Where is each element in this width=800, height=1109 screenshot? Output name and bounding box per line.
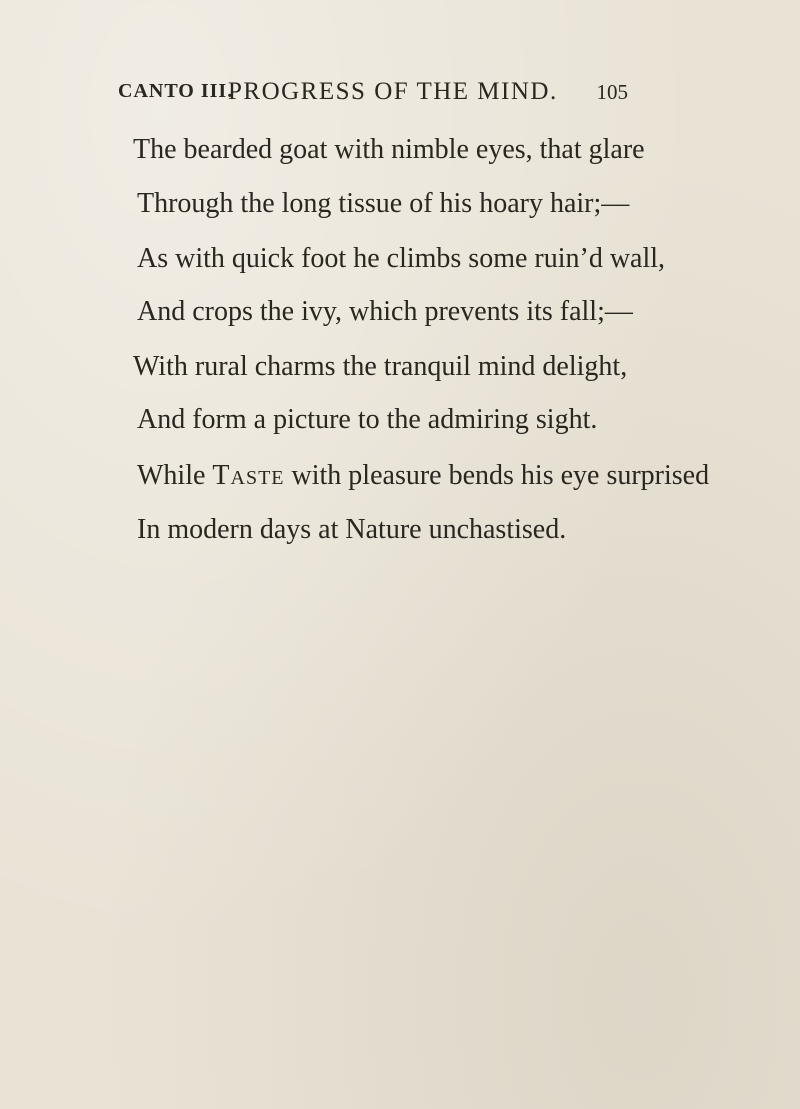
verse-line: In modern days at Nature unchastised. (137, 514, 567, 545)
verse-line: The bearded goat with nimble eyes, that glare (133, 134, 645, 165)
verse-line: And form a picture to the admiring sight. (137, 404, 598, 435)
verse-line: With rural charms the tranquil mind delight, (133, 351, 628, 382)
running-header (118, 78, 628, 112)
page-number: 105 (596, 80, 628, 104)
verse-line: Through the long tissue of his hoary hair;— (137, 188, 630, 219)
verse-line: As with quick foot he climbs some ruin’d wall, (137, 243, 666, 274)
verse-smallcaps-word: Taste (212, 460, 285, 491)
verse-line (137, 460, 709, 492)
verse-line-text: with pleasure bends his eye surprised (284, 460, 710, 491)
verse-line-text: While (137, 460, 213, 491)
verse-line: And crops the ivy, which prevents its fall;— (137, 296, 633, 327)
page-title: PROGRESS OF THE MIND. (228, 78, 558, 105)
canto-label: CANTO III. (118, 80, 234, 102)
